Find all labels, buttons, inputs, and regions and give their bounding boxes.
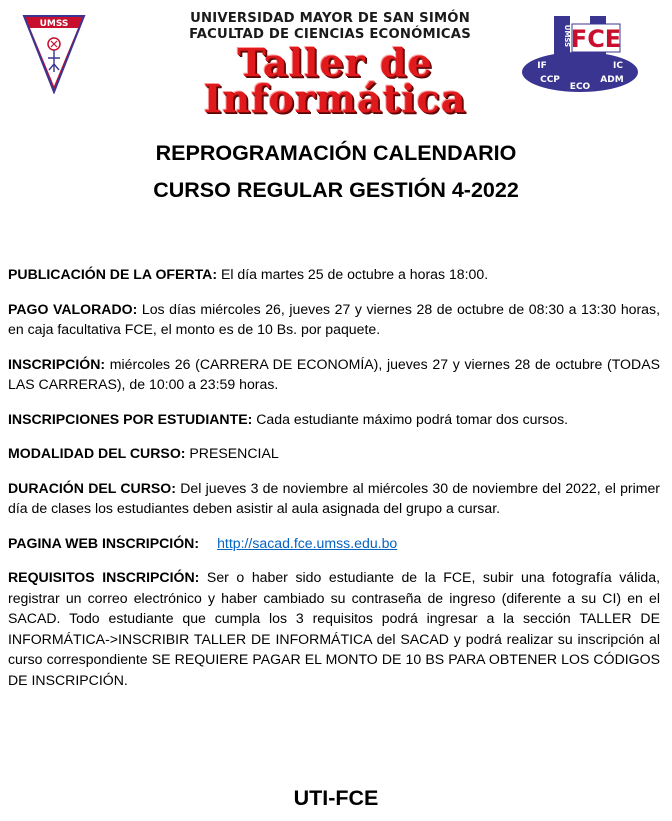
headline-reprogramacion: REPROGRAMACIÓN CALENDARIO [155, 141, 517, 165]
section-inscripciones-estudiante [8, 409, 660, 430]
footer-uti-fce: UTI-FCE [293, 786, 379, 810]
section-publicacion [8, 264, 660, 285]
fce-tag-ic: IC [613, 61, 623, 71]
sacad-link[interactable]: http://sacad.fce.umss.edu.bo [217, 534, 398, 551]
section-text: miércoles 26 (CARRERA DE ECONOMÍA), jueves 27 y viernes 28 de octubre (TODAS LAS CARRERAS), de 10:00 a 23:59 horas. [8, 355, 660, 392]
section-duracion [8, 478, 660, 519]
fce-tag-if: IF [537, 61, 547, 71]
fce-logo-main: FCE [570, 25, 622, 53]
section-text: Los días miércoles 26, jueves 27 y viernes 28 de octubre de 08:30 a 13:30 horas, en caja facultativa FCE, el monto es de 10 Bs. por paquete. [8, 300, 660, 337]
section-text: El día martes 25 de octubre a horas 18:00. [217, 266, 489, 282]
umss-logo [22, 14, 86, 94]
faculty-name: FACULTAD DE CIENCIAS ECONÓMICAS [189, 27, 471, 42]
section-modalidad [8, 443, 660, 464]
fce-tag-ccp: CCP [540, 75, 560, 85]
fce-tag-eco: ECO [569, 82, 591, 92]
headline-curso-regular: CURSO REGULAR GESTIÓN 4-2022 [153, 178, 519, 202]
title-informatica: Informática [203, 76, 467, 121]
section-inscripcion [8, 354, 660, 395]
university-name: UNIVERSIDAD MAYOR DE SAN SIMÓN [190, 11, 470, 26]
fce-tag-adm: ADM [600, 75, 624, 85]
section-text: Cada estudiante máximo podrá tomar dos cursos. [252, 410, 569, 427]
section-label: INSCRIPCIÓN: [8, 355, 106, 372]
section-pago [8, 299, 660, 340]
header [0, 0, 672, 120]
requirements-label: REQUISITOS INSCRIPCIÓN: [8, 569, 200, 585]
section-label: MODALIDAD DEL CURSO: [8, 445, 186, 461]
section-web [8, 533, 660, 554]
requirements-text: Ser o haber sido estudiante de la FCE, subir una fotografía válida, registrar un correo electrónico y haber cambiado su contraseña de ingreso (diferente a su CI) en el SACAD. Todo estudiante que cumpla los 3 requisitos podrá ingresar a la sección TALLER DE INFORMÁTICA->INSCRIBIR TALLER DE INFORMÁTICA del SACAD y podrá realizar su inscripción al curso correspondiente SE REQUIERE PAGAR EL MONTO DE 10 BS PARA OBTENER LOS CÓDIGOS DE INSCRIPCIÓN. [8, 569, 660, 688]
fce-logo [520, 12, 640, 94]
fce-logo-side: UMSS [563, 24, 571, 48]
section-label: PAGO VALORADO: [8, 300, 138, 317]
section-label: INSCRIPCIONES POR ESTUDIANTE: [8, 410, 253, 427]
section-requisitos [8, 567, 660, 690]
title-taller-de: Taller de [237, 40, 433, 85]
section-text: PRESENCIAL [185, 445, 279, 461]
umss-logo-text: UMSS [39, 19, 69, 29]
section-label: DURACIÓN DEL CURSO: [8, 479, 176, 496]
announcement-body [8, 264, 660, 704]
section-label: PUBLICACIÓN DE LA OFERTA: [8, 266, 218, 282]
section-text: Del jueves 3 de noviembre al miércoles 30 de noviembre del 2022, el primer día de clases los estudiantes deben asistir al aula asignada del grupo a cursar. [8, 479, 660, 516]
web-label: PAGINA WEB INSCRIPCIÓN: [8, 534, 200, 551]
